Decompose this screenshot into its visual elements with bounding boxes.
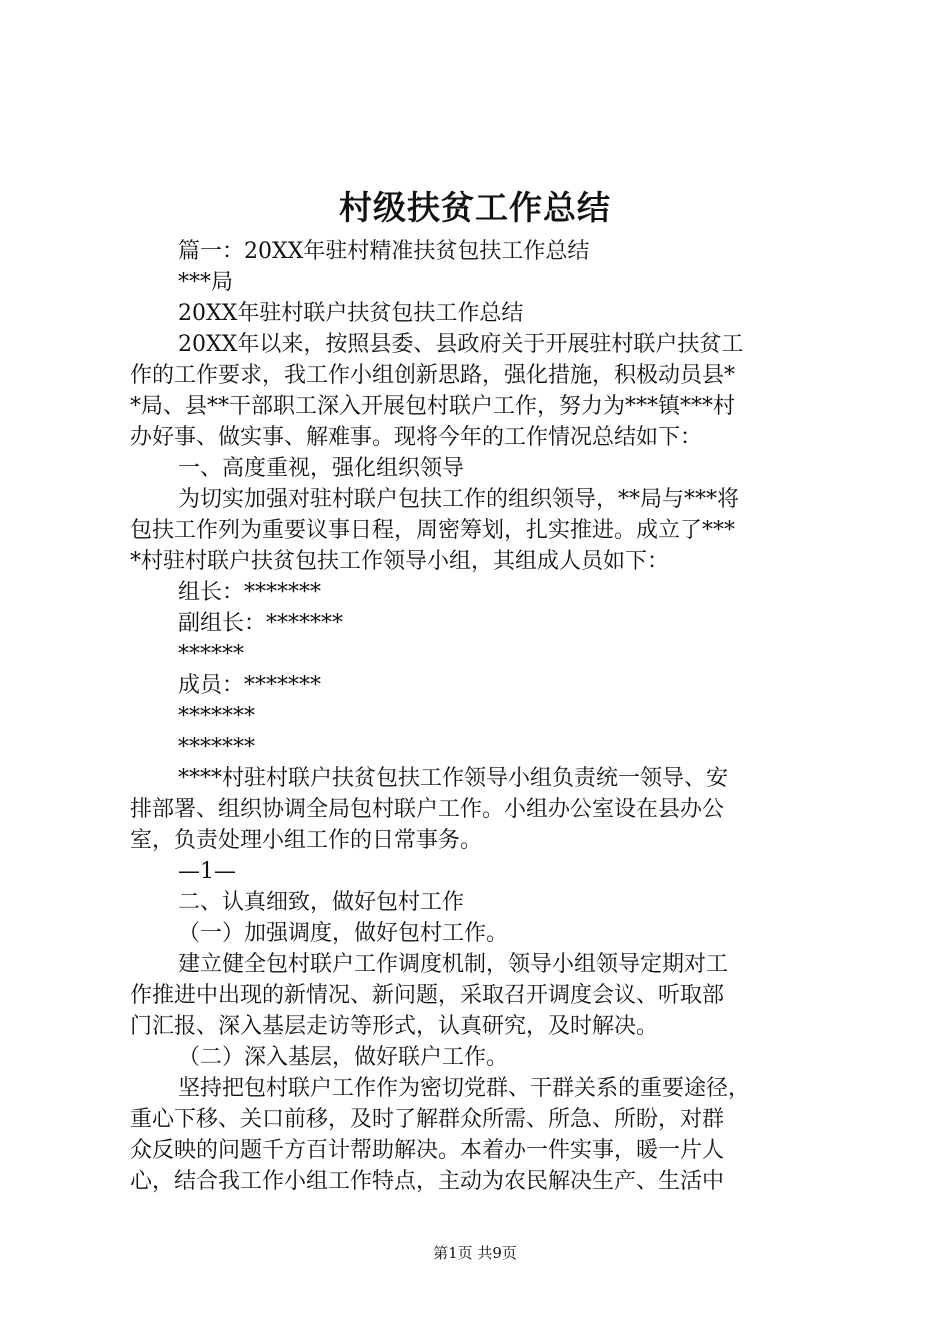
text-line: （一）加强调度，做好包村工作。 <box>178 921 509 946</box>
text-line: 办好事、做实事、解难事。现将今年的工作情况总结如下： <box>130 425 703 450</box>
text-line: 众反映的问题千方百计帮助解决。本着办一件实事，暖一片人 <box>130 1138 725 1163</box>
text-line: 成员：******* <box>178 673 322 698</box>
text-line: 一、高度重视，强化组织领导 <box>178 456 465 481</box>
text-line: ******* <box>178 735 255 760</box>
text-line: —1— <box>178 859 236 884</box>
text-line: 建立健全包村联户工作调度机制，领导小组领导定期对工 <box>178 952 729 977</box>
text-line: *村驻村联户扶贫包扶工作领导小组，其组成人员如下： <box>130 549 670 574</box>
page-footer: 第1页 共9页 <box>433 1244 517 1262</box>
text-line: 为切实加强对驻村联户包扶工作的组织领导，**局与***将 <box>178 487 740 512</box>
text-line: （二）深入基层，做好联户工作。 <box>178 1045 509 1070</box>
text-line: 篇一：20XX年驻村精准扶贫包扶工作总结 <box>178 239 590 264</box>
text-line: 二、认真细致，做好包村工作 <box>178 890 465 915</box>
text-line: 坚持把包村联户工作作为密切党群、干群关系的重要途径， <box>178 1076 751 1101</box>
text-line: 作的工作要求，我工作小组创新思路，强化措施，积极动员县* <box>130 363 736 388</box>
text-line: ****** <box>178 642 244 667</box>
document-body <box>130 236 834 1197</box>
document-title: 村级扶贫工作总结 <box>339 188 611 227</box>
text-line: 重心下移、关口前移，及时了解群众所需、所急、所盼，对群 <box>130 1107 725 1132</box>
text-line: 20XX年驻村联户扶贫包扶工作总结 <box>178 301 524 326</box>
text-line: 副组长：******* <box>178 611 344 636</box>
text-line: 20XX年以来，按照县委、县政府关于开展驻村联户扶贫工 <box>178 332 744 357</box>
text-line: 组长：******* <box>178 580 322 605</box>
text-line: 室，负责处理小组工作的日常事务。 <box>130 828 483 853</box>
text-line: 包扶工作列为重要议事日程，周密筹划，扎实推进。成立了*** <box>130 518 736 543</box>
text-line: ****村驻村联户扶贫包扶工作领导小组负责统一领导、安 <box>178 766 729 791</box>
text-line: ***局 <box>178 270 234 295</box>
text-line: 门汇报、深入基层走访等形式，认真研究，及时解决。 <box>130 1014 659 1039</box>
text-line: ******* <box>178 704 255 729</box>
text-line: *局、县**干部职工深入开展包村联户工作，努力为***镇***村 <box>130 394 736 419</box>
text-line: 作推进中出现的新情况、新问题，采取召开调度会议、听取部 <box>130 983 725 1008</box>
text-line: 排部署、组织协调全局包村联户工作。小组办公室设在县办公 <box>130 797 725 822</box>
text-line: 心，结合我工作小组工作特点，主动为农民解决生产、生活中 <box>130 1169 725 1194</box>
